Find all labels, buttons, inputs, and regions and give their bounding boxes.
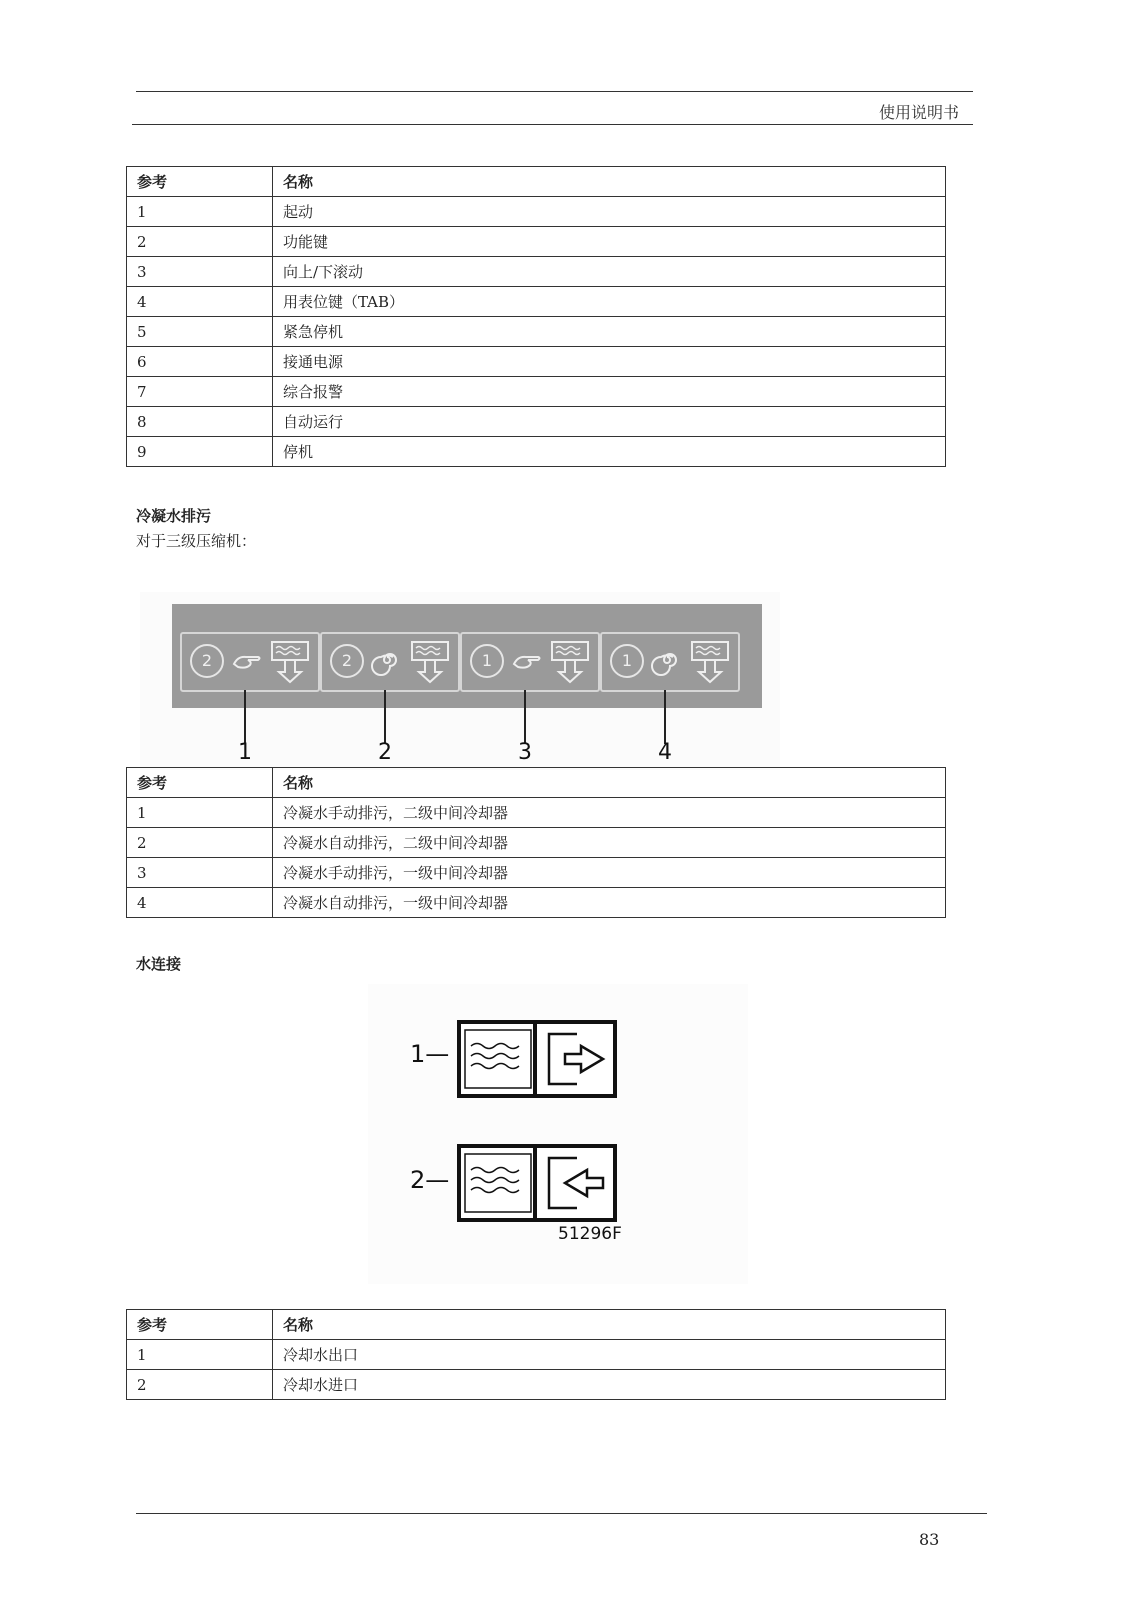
callout-leader-4 bbox=[664, 690, 666, 744]
stage-1-icon: 1 bbox=[470, 644, 504, 678]
water-connection-figure bbox=[368, 984, 748, 1284]
water-heading: 水连接 bbox=[136, 955, 182, 973]
drain-valve-icon bbox=[410, 640, 450, 684]
table-controls bbox=[126, 166, 946, 467]
callout-leader-1 bbox=[244, 690, 246, 744]
name-cell: 冷凝水手动排污，一级中间冷却器 bbox=[273, 858, 946, 888]
table-row bbox=[127, 858, 946, 888]
ref-cell: 2 bbox=[127, 828, 273, 858]
name-cell: 向上/下滚动 bbox=[273, 257, 946, 287]
drain-symbol-1 bbox=[180, 632, 320, 692]
name-cell: 冷却水进口 bbox=[273, 1370, 946, 1400]
stage-1-icon: 1 bbox=[610, 644, 644, 678]
ref-cell: 6 bbox=[127, 347, 273, 377]
ref-cell: 4 bbox=[127, 287, 273, 317]
callout-leader-3 bbox=[524, 690, 526, 744]
callout-label-3: 3 bbox=[518, 740, 532, 765]
col-ref-header: 参考 bbox=[127, 768, 273, 798]
table-row bbox=[127, 257, 946, 287]
drain-symbol-2 bbox=[320, 632, 460, 692]
table-header-row bbox=[127, 1310, 946, 1340]
stage-2-icon: 2 bbox=[330, 644, 364, 678]
table-row bbox=[127, 197, 946, 227]
ref-cell: 2 bbox=[127, 1370, 273, 1400]
name-cell: 紧急停机 bbox=[273, 317, 946, 347]
table-header-row bbox=[127, 167, 946, 197]
drain-valve-icon bbox=[690, 640, 730, 684]
automatic-spiral-icon bbox=[370, 644, 404, 676]
ref-cell: 7 bbox=[127, 377, 273, 407]
table-row bbox=[127, 828, 946, 858]
name-cell: 冷却水出口 bbox=[273, 1340, 946, 1370]
table-row bbox=[127, 287, 946, 317]
col-name-header: 名称 bbox=[273, 768, 946, 798]
drain-symbol-3 bbox=[460, 632, 600, 692]
col-ref-header: 参考 bbox=[127, 167, 273, 197]
ref-cell: 4 bbox=[127, 888, 273, 918]
drain-valve-icon bbox=[550, 640, 590, 684]
drain-valve-icon bbox=[270, 640, 310, 684]
name-cell: 冷凝水自动排污，一级中间冷却器 bbox=[273, 888, 946, 918]
name-cell: 起动 bbox=[273, 197, 946, 227]
name-cell: 停机 bbox=[273, 437, 946, 467]
header-top-rule bbox=[136, 91, 973, 92]
header-bottom-rule bbox=[132, 124, 973, 125]
automatic-spiral-icon bbox=[650, 644, 684, 676]
name-cell: 综合报警 bbox=[273, 377, 946, 407]
name-cell: 冷凝水自动排污，二级中间冷却器 bbox=[273, 828, 946, 858]
condensate-intro: 对于三级压缩机： bbox=[136, 532, 257, 550]
water-label-1: 1— bbox=[410, 1040, 450, 1068]
table-row bbox=[127, 798, 946, 828]
table-row bbox=[127, 1370, 946, 1400]
ref-cell: 2 bbox=[127, 227, 273, 257]
stage-2-icon: 2 bbox=[190, 644, 224, 678]
page-number: 83 bbox=[919, 1530, 940, 1549]
table-header-row bbox=[127, 768, 946, 798]
table-row bbox=[127, 888, 946, 918]
ref-cell: 5 bbox=[127, 317, 273, 347]
table-row bbox=[127, 1340, 946, 1370]
cooling-water-outlet-icon bbox=[457, 1020, 617, 1098]
table-row bbox=[127, 227, 946, 257]
name-cell: 自动运行 bbox=[273, 407, 946, 437]
water-label-2: 2— bbox=[410, 1166, 450, 1194]
control-panel-strip bbox=[172, 604, 762, 708]
ref-cell: 1 bbox=[127, 1340, 273, 1370]
footer-rule bbox=[136, 1513, 987, 1514]
table-row bbox=[127, 407, 946, 437]
drain-symbol-4 bbox=[600, 632, 740, 692]
callout-leader-2 bbox=[384, 690, 386, 744]
table-row bbox=[127, 437, 946, 467]
ref-cell: 3 bbox=[127, 257, 273, 287]
col-name-header: 名称 bbox=[273, 167, 946, 197]
table-row bbox=[127, 317, 946, 347]
figure-code: 51296F bbox=[558, 1224, 622, 1244]
ref-cell: 9 bbox=[127, 437, 273, 467]
name-cell: 接通电源 bbox=[273, 347, 946, 377]
ref-cell: 8 bbox=[127, 407, 273, 437]
col-ref-header: 参考 bbox=[127, 1310, 273, 1340]
condensate-heading: 冷凝水排污 bbox=[136, 507, 212, 525]
callout-label-2: 2 bbox=[378, 740, 392, 765]
table-condensate bbox=[126, 767, 946, 918]
col-name-header: 名称 bbox=[273, 1310, 946, 1340]
header-title: 使用说明书 bbox=[878, 103, 959, 122]
callout-label-1: 1 bbox=[238, 740, 252, 765]
ref-cell: 1 bbox=[127, 798, 273, 828]
manual-hand-icon bbox=[230, 644, 264, 676]
callout-label-4: 4 bbox=[658, 740, 672, 765]
name-cell: 功能键 bbox=[273, 227, 946, 257]
ref-cell: 1 bbox=[127, 197, 273, 227]
table-water bbox=[126, 1309, 946, 1400]
cooling-water-inlet-icon bbox=[457, 1144, 617, 1222]
ref-cell: 3 bbox=[127, 858, 273, 888]
manual-hand-icon bbox=[510, 644, 544, 676]
table-row bbox=[127, 377, 946, 407]
name-cell: 用表位键（TAB） bbox=[273, 287, 946, 317]
table-row bbox=[127, 347, 946, 377]
name-cell: 冷凝水手动排污，二级中间冷却器 bbox=[273, 798, 946, 828]
condensate-drain-figure bbox=[140, 592, 780, 770]
